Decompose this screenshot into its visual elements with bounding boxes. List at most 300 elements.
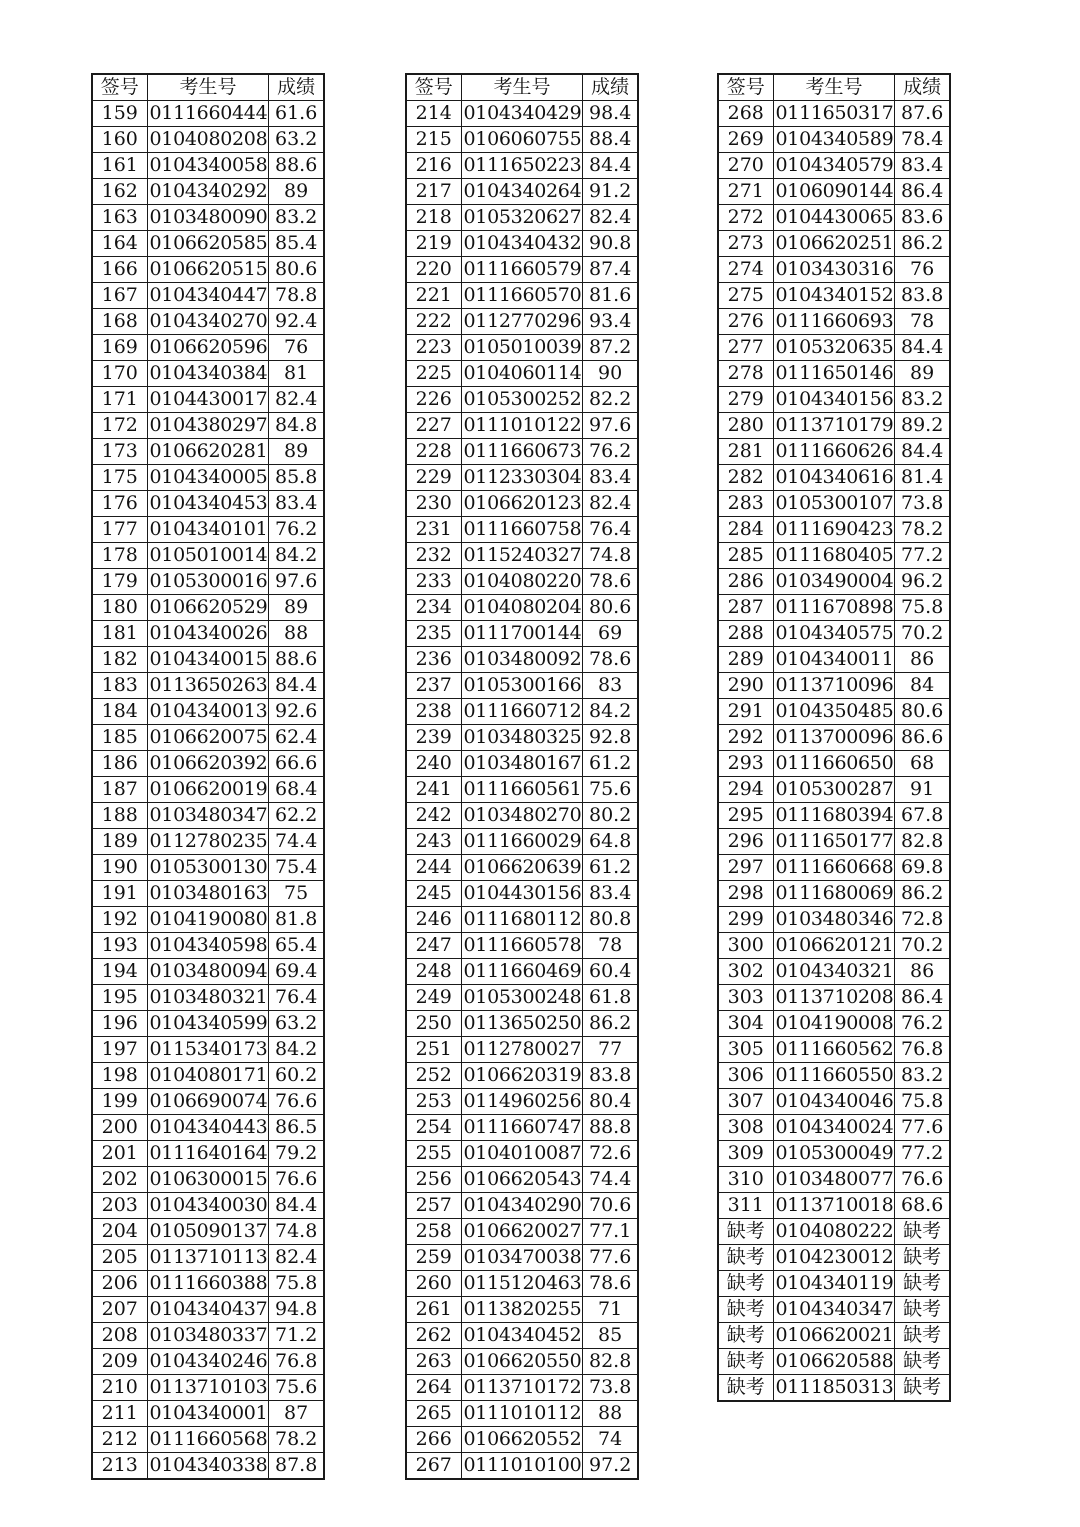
cell-sign: 167 [92, 283, 147, 309]
table-row [92, 335, 324, 361]
cell-sign: 171 [92, 387, 147, 413]
cell-exam-id: 0104340152 [773, 283, 895, 309]
cell-sign: 182 [92, 647, 147, 673]
cell-exam-id: 0105300166 [461, 673, 583, 699]
table-row [92, 699, 324, 725]
cell-exam-id: 0111660650 [773, 751, 895, 777]
table-row [92, 1063, 324, 1089]
cell-score: 75.6 [583, 777, 638, 803]
cell-exam-id: 0104340292 [147, 179, 269, 205]
table-row [718, 1245, 950, 1271]
cell-score: 81 [269, 361, 324, 387]
cell-exam-id: 0104080220 [461, 569, 583, 595]
cell-score: 75.6 [269, 1375, 324, 1401]
cell-sign: 189 [92, 829, 147, 855]
cell-sign: 253 [406, 1089, 461, 1115]
table-row [406, 1401, 638, 1427]
cell-score: 88 [269, 621, 324, 647]
cell-sign: 303 [718, 985, 773, 1011]
cell-sign: 275 [718, 283, 773, 309]
cell-sign: 289 [718, 647, 773, 673]
cell-sign: 209 [92, 1349, 147, 1375]
cell-score: 69 [583, 621, 638, 647]
cell-score: 84.4 [895, 439, 950, 465]
cell-sign: 183 [92, 673, 147, 699]
cell-score: 78.6 [583, 569, 638, 595]
table-row [406, 1063, 638, 1089]
cell-exam-id: 0111660469 [461, 959, 583, 985]
cell-sign: 300 [718, 933, 773, 959]
cell-sign: 173 [92, 439, 147, 465]
cell-score: 70.2 [895, 933, 950, 959]
cell-sign: 285 [718, 543, 773, 569]
cell-sign: 231 [406, 517, 461, 543]
cell-score: 77.2 [895, 543, 950, 569]
table-row [718, 829, 950, 855]
cell-sign: 160 [92, 127, 147, 153]
table-row [718, 699, 950, 725]
cell-score: 84.2 [583, 699, 638, 725]
cell-score: 80.4 [583, 1089, 638, 1115]
cell-sign: 259 [406, 1245, 461, 1271]
table-row [406, 1375, 638, 1401]
cell-score: 63.2 [269, 127, 324, 153]
cell-exam-id: 0113650250 [461, 1011, 583, 1037]
cell-exam-id: 0105300248 [461, 985, 583, 1011]
cell-score: 76.6 [269, 1167, 324, 1193]
table-row [718, 959, 950, 985]
cell-score: 65.4 [269, 933, 324, 959]
cell-score: 76.2 [269, 517, 324, 543]
table-row [718, 465, 950, 491]
cell-sign: 216 [406, 153, 461, 179]
cell-score: 71.2 [269, 1323, 324, 1349]
cell-exam-id: 0106620639 [461, 855, 583, 881]
table-row [718, 1323, 950, 1349]
cell-sign: 200 [92, 1115, 147, 1141]
cell-sign: 288 [718, 621, 773, 647]
table-row [718, 1219, 950, 1245]
table-row [718, 257, 950, 283]
cell-exam-id: 0111660673 [461, 439, 583, 465]
cell-exam-id: 0103480077 [773, 1167, 895, 1193]
cell-score: 83.4 [269, 491, 324, 517]
header-sign: 签号 [718, 74, 773, 101]
cell-sign: 缺考 [718, 1245, 773, 1271]
cell-score: 70.2 [895, 621, 950, 647]
header-score: 成绩 [269, 74, 324, 101]
cell-sign: 227 [406, 413, 461, 439]
cell-score: 76.2 [895, 1011, 950, 1037]
cell-sign: 264 [406, 1375, 461, 1401]
cell-score: 72.8 [895, 907, 950, 933]
cell-exam-id: 0112780027 [461, 1037, 583, 1063]
cell-exam-id: 0103470038 [461, 1245, 583, 1271]
table-row [718, 621, 950, 647]
cell-score: 85 [583, 1323, 638, 1349]
cell-sign: 277 [718, 335, 773, 361]
cell-score: 61.2 [583, 751, 638, 777]
cell-sign: 196 [92, 1011, 147, 1037]
cell-sign: 170 [92, 361, 147, 387]
cell-exam-id: 0113710179 [773, 413, 895, 439]
cell-exam-id: 0104340013 [147, 699, 269, 725]
cell-score: 76.8 [895, 1037, 950, 1063]
table-row [406, 751, 638, 777]
cell-exam-id: 0105300252 [461, 387, 583, 413]
table-header-row [718, 74, 950, 101]
cell-exam-id: 0104340001 [147, 1401, 269, 1427]
cell-exam-id: 0111010112 [461, 1401, 583, 1427]
table-row [406, 621, 638, 647]
cell-score: 86.6 [895, 725, 950, 751]
cell-score: 66.6 [269, 751, 324, 777]
table-row [718, 725, 950, 751]
cell-score: 86 [895, 959, 950, 985]
table-row [406, 907, 638, 933]
cell-exam-id: 0104340598 [147, 933, 269, 959]
table-row [406, 725, 638, 751]
table-row [92, 101, 324, 127]
cell-exam-id: 0106620588 [773, 1349, 895, 1375]
table-row [718, 933, 950, 959]
cell-exam-id: 0104340015 [147, 647, 269, 673]
cell-exam-id: 0111660712 [461, 699, 583, 725]
cell-sign: 191 [92, 881, 147, 907]
cell-sign: 162 [92, 179, 147, 205]
cell-sign: 250 [406, 1011, 461, 1037]
cell-exam-id: 0106620550 [461, 1349, 583, 1375]
cell-sign: 284 [718, 517, 773, 543]
table-row [406, 1219, 638, 1245]
table-row [406, 1011, 638, 1037]
table-row [92, 855, 324, 881]
cell-score: 80.6 [895, 699, 950, 725]
cell-exam-id: 0104340321 [773, 959, 895, 985]
cell-sign: 287 [718, 595, 773, 621]
cell-score: 70.6 [583, 1193, 638, 1219]
cell-score: 75.4 [269, 855, 324, 881]
table-row [92, 283, 324, 309]
cell-score: 92.6 [269, 699, 324, 725]
cell-exam-id: 0104340011 [773, 647, 895, 673]
table-row [92, 153, 324, 179]
cell-score: 80.6 [269, 257, 324, 283]
cell-exam-id: 0112770296 [461, 309, 583, 335]
cell-sign: 245 [406, 881, 461, 907]
cell-exam-id: 0106620075 [147, 725, 269, 751]
cell-sign: 228 [406, 439, 461, 465]
cell-exam-id: 0111650223 [461, 153, 583, 179]
cell-exam-id: 0105300130 [147, 855, 269, 881]
table-row [406, 699, 638, 725]
cell-score: 83.2 [895, 387, 950, 413]
table-row [406, 1245, 638, 1271]
table-row [406, 335, 638, 361]
cell-sign: 307 [718, 1089, 773, 1115]
cell-score: 78.8 [269, 283, 324, 309]
table-row [92, 179, 324, 205]
cell-sign: 257 [406, 1193, 461, 1219]
cell-sign: 260 [406, 1271, 461, 1297]
cell-score: 90 [583, 361, 638, 387]
cell-score: 76.6 [895, 1167, 950, 1193]
cell-sign: 306 [718, 1063, 773, 1089]
cell-sign: 211 [92, 1401, 147, 1427]
cell-score: 76.4 [583, 517, 638, 543]
table-row [92, 309, 324, 335]
cell-exam-id: 0111660570 [461, 283, 583, 309]
table-row [92, 543, 324, 569]
cell-score: 74.4 [583, 1167, 638, 1193]
table-row [92, 1453, 324, 1480]
cell-exam-id: 0111660568 [147, 1427, 269, 1453]
table-header-row [92, 74, 324, 101]
cell-score: 78.2 [269, 1427, 324, 1453]
table-row [92, 933, 324, 959]
cell-score: 89 [269, 595, 324, 621]
cell-exam-id: 0104340347 [773, 1297, 895, 1323]
table-row [406, 1193, 638, 1219]
cell-exam-id: 0103480090 [147, 205, 269, 231]
table-row [406, 1349, 638, 1375]
cell-score: 69.4 [269, 959, 324, 985]
cell-score: 81.8 [269, 907, 324, 933]
table-row [718, 985, 950, 1011]
cell-score: 86.2 [895, 881, 950, 907]
cell-sign: 161 [92, 153, 147, 179]
cell-exam-id: 0111650146 [773, 361, 895, 387]
table-row [92, 881, 324, 907]
cell-exam-id: 0103480325 [461, 725, 583, 751]
cell-exam-id: 0111650317 [773, 101, 895, 127]
cell-exam-id: 0106620251 [773, 231, 895, 257]
cell-exam-id: 0104380297 [147, 413, 269, 439]
table-row [406, 387, 638, 413]
cell-score: 97.6 [269, 569, 324, 595]
cell-exam-id: 0104340030 [147, 1193, 269, 1219]
cell-sign: 215 [406, 127, 461, 153]
cell-score: 83.8 [895, 283, 950, 309]
table-row [406, 1427, 638, 1453]
cell-score: 83.8 [583, 1063, 638, 1089]
cell-sign: 187 [92, 777, 147, 803]
cell-exam-id: 0106620596 [147, 335, 269, 361]
cell-exam-id: 0111660747 [461, 1115, 583, 1141]
cell-exam-id: 0111660579 [461, 257, 583, 283]
table-row [718, 413, 950, 439]
cell-exam-id: 0103480347 [147, 803, 269, 829]
cell-score: 77.1 [583, 1219, 638, 1245]
table-row [406, 803, 638, 829]
table-row [406, 855, 638, 881]
cell-score: 79.2 [269, 1141, 324, 1167]
cell-sign: 238 [406, 699, 461, 725]
cell-sign: 272 [718, 205, 773, 231]
cell-sign: 281 [718, 439, 773, 465]
cell-exam-id: 0106060755 [461, 127, 583, 153]
cell-score: 76.2 [583, 439, 638, 465]
table-row [406, 1167, 638, 1193]
cell-score: 94.8 [269, 1297, 324, 1323]
cell-sign: 309 [718, 1141, 773, 1167]
cell-score: 77 [583, 1037, 638, 1063]
cell-exam-id: 0104340264 [461, 179, 583, 205]
cell-exam-id: 0115240327 [461, 543, 583, 569]
cell-exam-id: 0113710096 [773, 673, 895, 699]
cell-sign: 261 [406, 1297, 461, 1323]
table-row [406, 127, 638, 153]
cell-exam-id: 0104340437 [147, 1297, 269, 1323]
cell-sign: 278 [718, 361, 773, 387]
cell-exam-id: 0111010100 [461, 1453, 583, 1480]
cell-score: 80.6 [583, 595, 638, 621]
cell-sign: 206 [92, 1271, 147, 1297]
cell-score: 87.2 [583, 335, 638, 361]
cell-sign: 218 [406, 205, 461, 231]
table-row [92, 1297, 324, 1323]
table-row [718, 1089, 950, 1115]
cell-sign: 168 [92, 309, 147, 335]
cell-score: 86.4 [895, 179, 950, 205]
cell-exam-id: 0103430316 [773, 257, 895, 283]
table-row [406, 231, 638, 257]
table-row [92, 1271, 324, 1297]
table-row [92, 1011, 324, 1037]
cell-exam-id: 0112780235 [147, 829, 269, 855]
table-row [406, 673, 638, 699]
cell-exam-id: 0104430065 [773, 205, 895, 231]
cell-sign: 252 [406, 1063, 461, 1089]
table-row [406, 179, 638, 205]
cell-score: 78.6 [583, 1271, 638, 1297]
cell-exam-id: 0104340156 [773, 387, 895, 413]
table-row [92, 1323, 324, 1349]
header-exam-id: 考生号 [461, 74, 583, 101]
cell-sign: 292 [718, 725, 773, 751]
cell-sign: 179 [92, 569, 147, 595]
table-row [92, 569, 324, 595]
cell-exam-id: 0104010087 [461, 1141, 583, 1167]
cell-exam-id: 0111010122 [461, 413, 583, 439]
table-row [718, 1115, 950, 1141]
cell-score: 82.4 [583, 491, 638, 517]
cell-score: 91.2 [583, 179, 638, 205]
score-table-1 [91, 73, 325, 1480]
cell-exam-id: 0105320635 [773, 335, 895, 361]
cell-sign: 210 [92, 1375, 147, 1401]
cell-exam-id: 0104340599 [147, 1011, 269, 1037]
cell-sign: 195 [92, 985, 147, 1011]
cell-sign: 缺考 [718, 1297, 773, 1323]
cell-exam-id: 0104080222 [773, 1219, 895, 1245]
table-row [406, 647, 638, 673]
table-row [406, 439, 638, 465]
cell-score: 68 [895, 751, 950, 777]
cell-score: 80.8 [583, 907, 638, 933]
table-row [718, 855, 950, 881]
table-row [406, 361, 638, 387]
cell-sign: 256 [406, 1167, 461, 1193]
cell-exam-id: 0113700096 [773, 725, 895, 751]
cell-score: 77.6 [583, 1245, 638, 1271]
cell-sign: 240 [406, 751, 461, 777]
cell-score: 76 [895, 257, 950, 283]
cell-score: 88.6 [269, 647, 324, 673]
cell-exam-id: 0113820255 [461, 1297, 583, 1323]
cell-sign: 214 [406, 101, 461, 127]
table-row [92, 387, 324, 413]
cell-score: 75 [269, 881, 324, 907]
cell-sign: 213 [92, 1453, 147, 1480]
cell-sign: 186 [92, 751, 147, 777]
cell-sign: 222 [406, 309, 461, 335]
cell-sign: 219 [406, 231, 461, 257]
cell-score: 83.4 [895, 153, 950, 179]
table-row [406, 959, 638, 985]
cell-sign: 229 [406, 465, 461, 491]
cell-score: 76.4 [269, 985, 324, 1011]
table-header-row [406, 74, 638, 101]
cell-sign: 188 [92, 803, 147, 829]
cell-sign: 283 [718, 491, 773, 517]
cell-sign: 299 [718, 907, 773, 933]
cell-sign: 282 [718, 465, 773, 491]
cell-exam-id: 0103480163 [147, 881, 269, 907]
cell-exam-id: 0104080208 [147, 127, 269, 153]
cell-score: 77.6 [895, 1115, 950, 1141]
cell-exam-id: 0111670898 [773, 595, 895, 621]
cell-exam-id: 0111650177 [773, 829, 895, 855]
cell-exam-id: 0113710113 [147, 1245, 269, 1271]
table-row [718, 517, 950, 543]
cell-sign: 270 [718, 153, 773, 179]
cell-exam-id: 0111660562 [773, 1037, 895, 1063]
cell-exam-id: 0103480270 [461, 803, 583, 829]
cell-sign: 221 [406, 283, 461, 309]
cell-exam-id: 0104340338 [147, 1453, 269, 1480]
cell-sign: 305 [718, 1037, 773, 1063]
table-row [406, 517, 638, 543]
table-row [92, 361, 324, 387]
cell-exam-id: 0104340589 [773, 127, 895, 153]
cell-sign: 286 [718, 569, 773, 595]
cell-sign: 308 [718, 1115, 773, 1141]
cell-score: 缺考 [895, 1245, 950, 1271]
table-row [92, 1427, 324, 1453]
cell-sign: 273 [718, 231, 773, 257]
table-row [92, 1167, 324, 1193]
table-row [718, 1297, 950, 1323]
table-row [718, 647, 950, 673]
table-row [718, 777, 950, 803]
cell-exam-id: 0103480094 [147, 959, 269, 985]
cell-score: 76.6 [269, 1089, 324, 1115]
cell-sign: 248 [406, 959, 461, 985]
cell-score: 60.2 [269, 1063, 324, 1089]
cell-exam-id: 0104340443 [147, 1115, 269, 1141]
table-row [718, 543, 950, 569]
cell-sign: 225 [406, 361, 461, 387]
cell-sign: 234 [406, 595, 461, 621]
cell-sign: 237 [406, 673, 461, 699]
cell-score: 61.6 [269, 101, 324, 127]
cell-sign: 247 [406, 933, 461, 959]
cell-sign: 263 [406, 1349, 461, 1375]
cell-exam-id: 0115120463 [461, 1271, 583, 1297]
cell-exam-id: 0104340432 [461, 231, 583, 257]
cell-score: 63.2 [269, 1011, 324, 1037]
